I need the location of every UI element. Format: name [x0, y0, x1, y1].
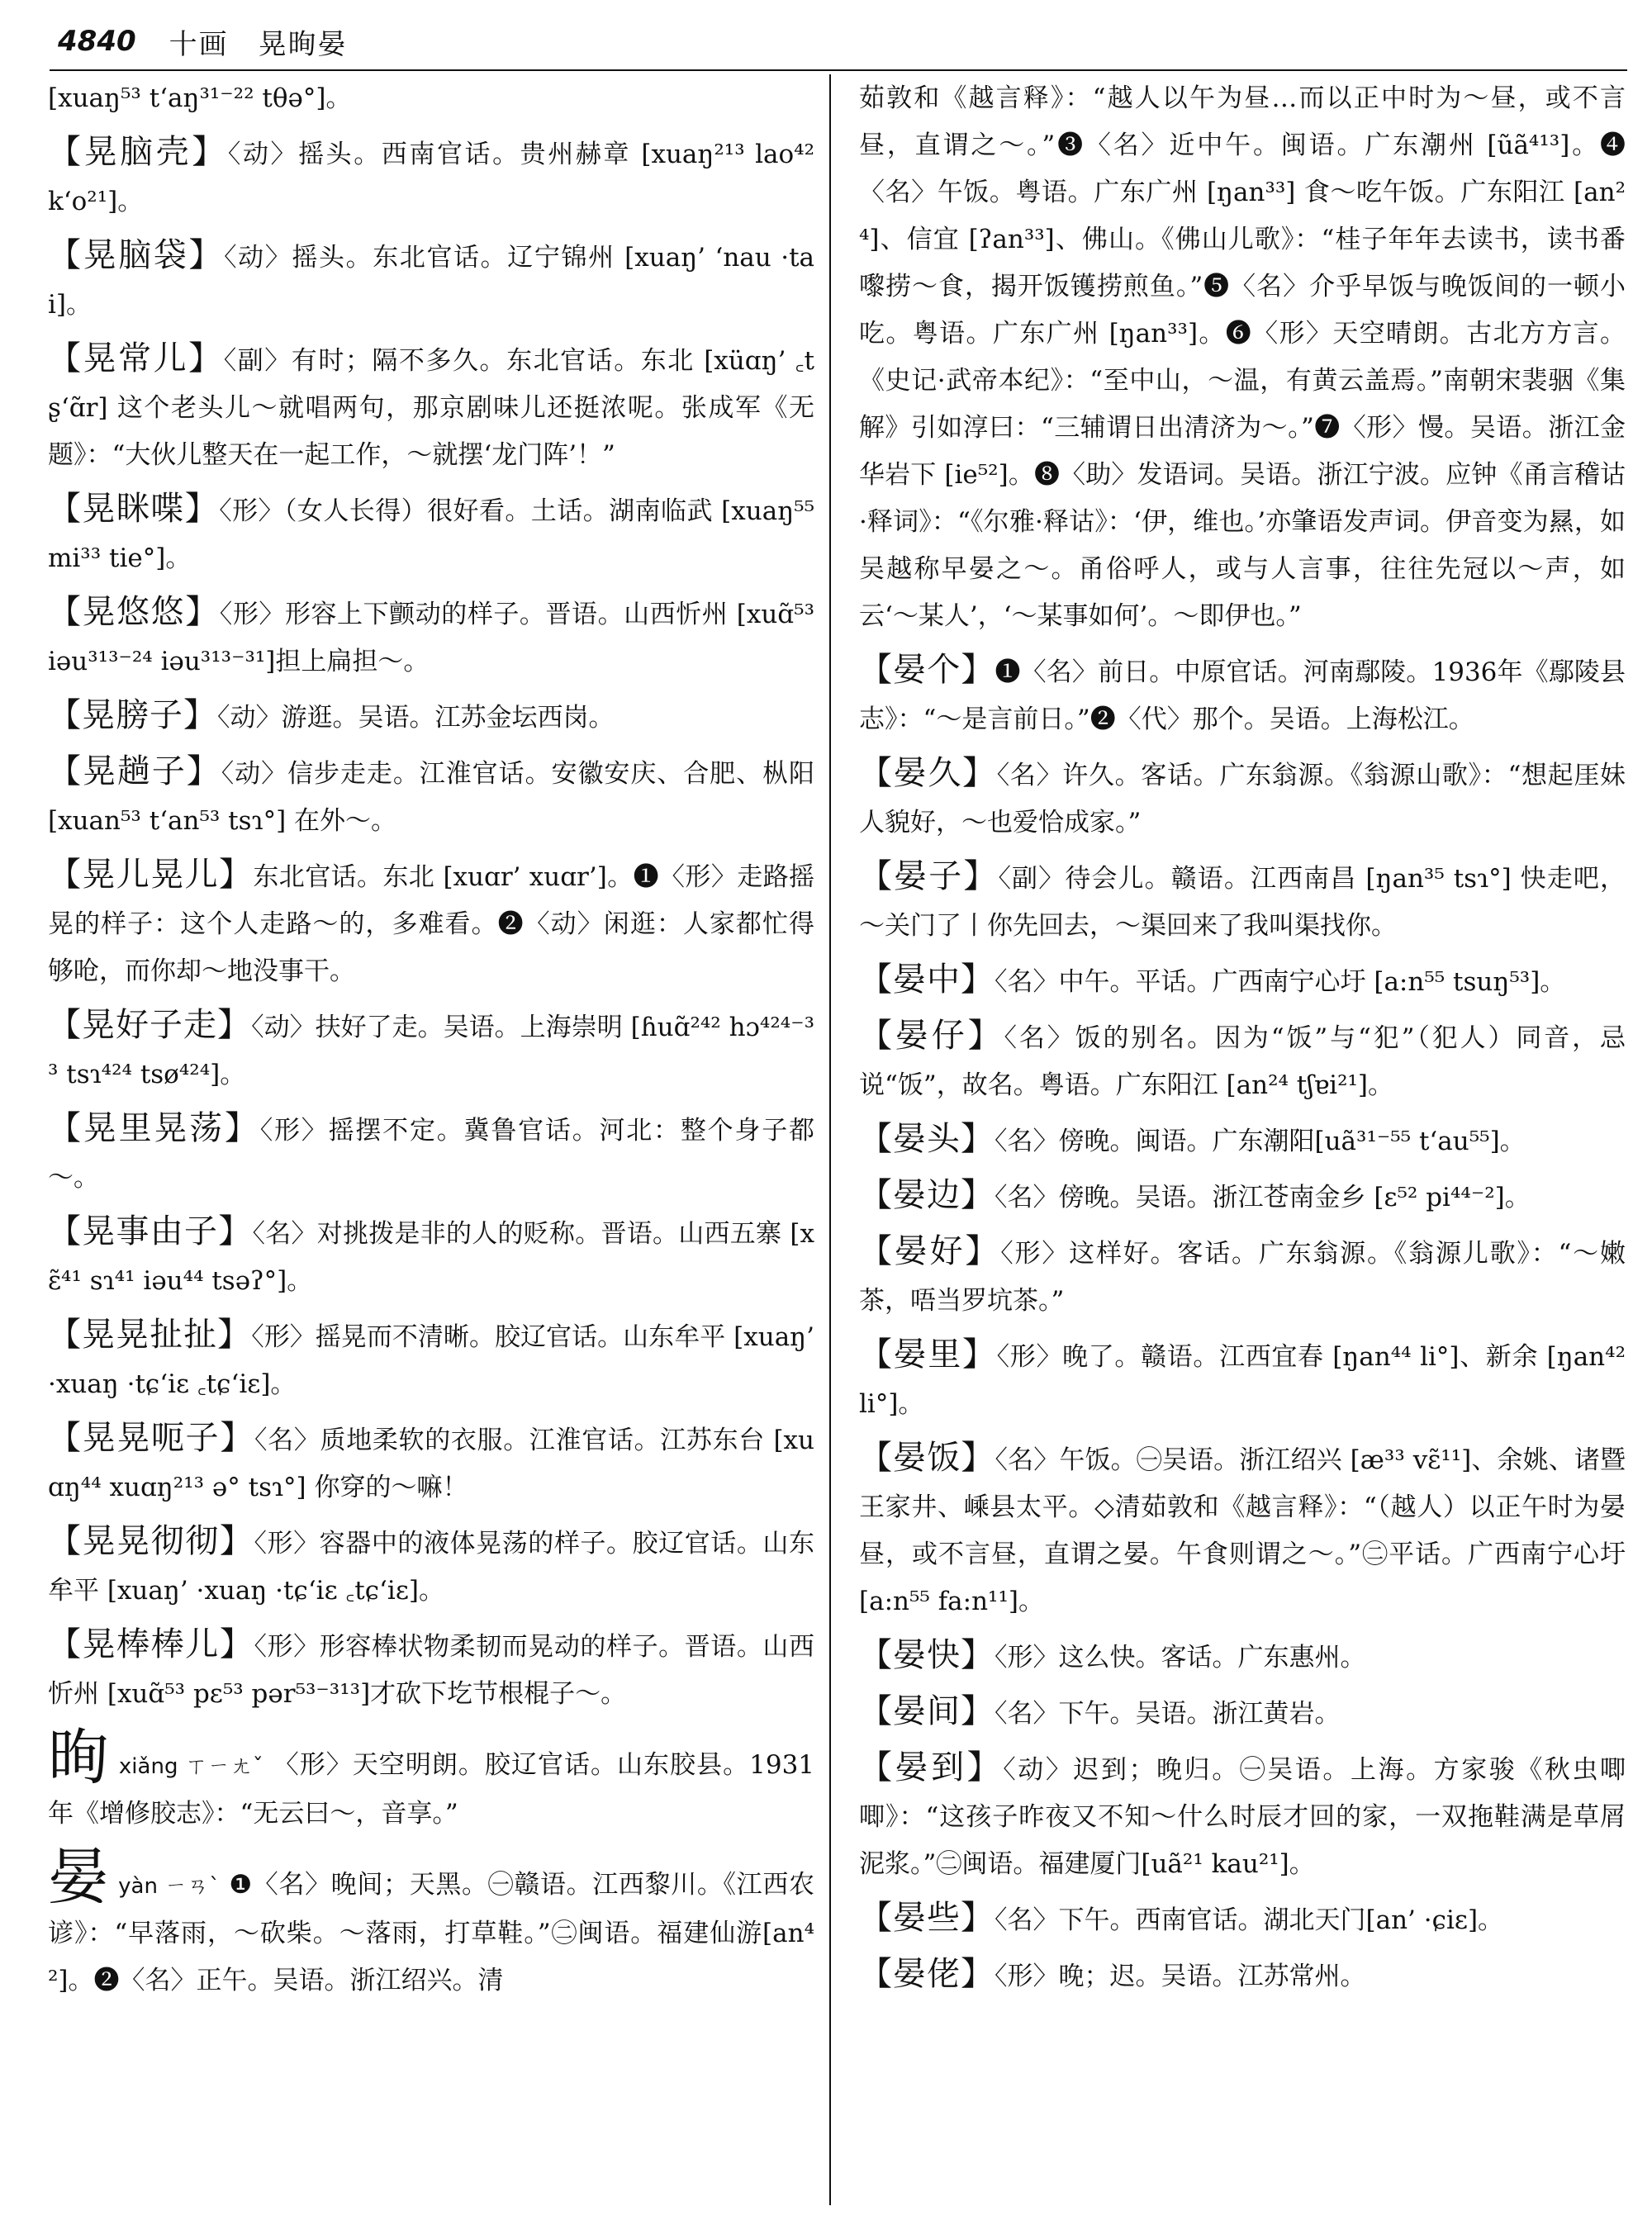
entry-text: 〈形〉形容上下颤动的样子。晋语。山西忻州 [xuɑ̃⁵³ iəu³¹³⁻²⁴ iəu³¹³⁻³¹]担上扁担～。 [48, 600, 815, 676]
head-character: 晏 [48, 1842, 110, 1913]
entry-headword: 【晃晃扯扯】 [48, 1316, 252, 1354]
entry [48, 129, 814, 225]
page-header [58, 18, 1627, 64]
entry-text: 〈名〉傍晚。吴语。浙江苍南金乡 [ɛ⁵² pi⁴⁴⁻²]。 [995, 1183, 1531, 1212]
entry-headword: 【晃眯喋】 [48, 490, 220, 528]
entry-headword: 【晏头】 [859, 1120, 995, 1158]
entry [859, 1172, 1626, 1222]
left-column [48, 73, 814, 2011]
entry-text: 〈动〉摇头。西南官话。贵州赫章 [xuaŋ²¹³ lao⁴² k‘o²¹]。 [48, 140, 814, 216]
entry-headword: 【晃晃彻彻】 [48, 1522, 254, 1560]
entry [859, 1116, 1626, 1165]
entry-text: 〈形〉天空明朗。胶辽官话。山东胶县。1931年《增修胶志》：“无云曰～，音享。” [48, 1750, 815, 1829]
entry [48, 692, 814, 742]
entry-text: 〈动〉扶好了走。吴语。上海崇明 [ɦuɑ̃²⁴² hɔ⁴²⁴⁻³³ tsɿ⁴²⁴ tsø⁴²⁴]。 [48, 1013, 814, 1089]
entry [48, 1415, 814, 1511]
entry-headword: 【晏久】 [859, 754, 997, 792]
entry [859, 647, 1626, 743]
entry-text: 〈形〉这么快。客话。广东惠州。 [995, 1643, 1366, 1672]
entry-text: 〈动〉游逛。吴语。江苏金坛西岗。 [217, 703, 615, 733]
entry-headword: 【晃趟子】 [48, 752, 221, 790]
entry [859, 956, 1626, 1006]
right-column [859, 73, 1626, 2007]
entry-headword: 【晏里】 [859, 1336, 997, 1374]
entry [48, 748, 814, 845]
entry [48, 1312, 814, 1408]
entry-text: 〈动〉信步走走。江淮官话。安徽安庆、合肥、枞阳[xuan⁵³ t‘an⁵³ tsɿ°] 在外～。 [48, 759, 815, 836]
entry-headword: 【晃脑袋】 [48, 236, 225, 274]
entry-text: 〈名〉饭的别名。因为“饭”与“犯”（犯人）同音，忌说“饭”，故名。粤语。广东阳江 [an²⁴ tʃɐi²¹]。 [859, 1023, 1626, 1100]
entry-text: 〈动〉摇头。东北官话。辽宁锦州 [xuaŋ’ ‘nau ·tai]。 [48, 243, 815, 320]
entry-text: 〈名〉对挑拨是非的人的贬称。晋语。山西五寨 [xɛ̃⁴¹ sɿ⁴¹ iəu⁴⁴ tsəʔ°]。 [48, 1219, 814, 1296]
entry-text: 〈名〉许久。客话。广东翁源。《翁源山歌》：“想起厓妹人貌好，～也爱恰成家。” [859, 761, 1626, 837]
entry-text: 〈名〉傍晚。闽语。广东潮阳[uã³¹⁻⁵⁵ t‘au⁵⁵]。 [995, 1127, 1526, 1156]
entry-text: 〈副〉待会儿。赣语。江西南昌 [ŋan³⁵ tsɿ°] 快走吧，～关门了丨你先回去，～渠回来了我叫渠找你。 [859, 864, 1626, 941]
entry [48, 486, 814, 582]
entry-text: [xuaŋ⁵³ t‘aŋ³¹⁻²² tθə°]。 [48, 83, 352, 113]
entry [859, 1951, 1626, 2000]
entry-text: ❶〈名〉晚间；天黑。㊀赣语。江西黎川。《江西农谚》：“早落雨，～砍柴。～落雨，打草鞋。”㊁闽语。福建仙游[an⁴²]。❷〈名〉正午。吴语。浙江绍兴。清 [48, 1870, 814, 1995]
entry [859, 853, 1626, 950]
entry-headword: 【晏些】 [859, 1899, 995, 1937]
entry [859, 1331, 1626, 1428]
entry-headword: 【晃悠悠】 [48, 593, 220, 631]
entry [859, 1688, 1626, 1738]
entry-text: 〈名〉质地柔软的衣服。江淮官话。江苏东台 [xuɑŋ⁴⁴ xuɑŋ²¹³ ə° tsɿ°] 你穿的～嘛！ [48, 1426, 814, 1502]
entry-headword: 【晏佬】 [859, 1955, 995, 1993]
entry-headword: 【晃脑壳】 [48, 133, 228, 171]
entry-headword: 【晃晃呃子】 [48, 1419, 255, 1457]
section-title: 十画 晃㫬晏 [169, 27, 348, 61]
entry-text: 〈形〉（女人长得）很好看。土话。湖南临武 [xuaŋ⁵⁵ mi³³ tie°]。 [48, 496, 815, 573]
entry [859, 750, 1626, 847]
entry [48, 1621, 814, 1718]
entry-text: ❶〈名〉前日。中原官话。河南鄢陵。1936年《鄢陵县志》：“～是言前日。”❷〈代〉那个。吴语。上海松江。 [859, 657, 1626, 734]
entry-headword: 【晏好】 [859, 1232, 1001, 1270]
entry-headword: 【晏快】 [859, 1636, 995, 1674]
column-divider [829, 74, 831, 2205]
entry-text: 〈名〉下午。西南官话。湖北天门[an’ ·ɕiɛ]。 [995, 1905, 1504, 1935]
entry-text: 〈形〉形容棒状物柔韧而晃动的样子。晋语。山西忻州 [xuɑ̃⁵³ pɛ⁵³ pər⁵³⁻³¹³]才砍下圪节根棍子～。 [48, 1632, 815, 1709]
pinyin: xiǎng ㄒㄧㄤˇ [118, 1754, 264, 1779]
entry-text: 〈形〉摇晃而不清晰。胶辽官话。山东牟平 [xuaŋ’ ·xuaŋ ·tɕ‘iɛ ꜀tɕ‘iɛ]。 [48, 1322, 814, 1399]
entry [48, 589, 814, 686]
entry [48, 335, 814, 479]
entry [859, 73, 1626, 640]
entry-headword: 【晃里晃荡】 [48, 1109, 260, 1147]
entry [48, 1105, 814, 1202]
entry [48, 73, 814, 122]
entry-headword: 【晃事由子】 [48, 1212, 253, 1250]
entry-headword: 【晏间】 [859, 1692, 995, 1730]
entry [48, 1002, 814, 1098]
entry-headword: 【晏边】 [859, 1176, 995, 1214]
entry-text: 〈形〉这样好。客话。广东翁源。《翁源儿歌》：“～嫩茶，唔当罗坑茶。” [859, 1239, 1626, 1316]
head-character: 㫬 [48, 1722, 111, 1793]
entry-headword: 【晏仔】 [859, 1017, 1004, 1055]
entry-headword: 【晃好子走】 [48, 1006, 252, 1044]
entry-headword: 【晃常儿】 [48, 339, 224, 377]
entry-headword: 【晃膀子】 [48, 696, 217, 734]
entry-text: 〈名〉下午。吴语。浙江黄岩。 [995, 1699, 1341, 1729]
entry-text: 〈形〉晚了。赣语。江西宜春 [ŋan⁴⁴ li°]、新余 [ŋan⁴² li°]。 [859, 1342, 1626, 1419]
entry-text: 〈名〉中午。平话。广西南宁心圩 [a:n⁵⁵ tsuŋ⁵³]。 [995, 967, 1566, 997]
entry [48, 852, 814, 995]
entry [48, 1208, 814, 1305]
entry [859, 1632, 1626, 1682]
character-entry-yan [48, 1844, 814, 2005]
entry-headword: 【晃棒棒儿】 [48, 1625, 254, 1663]
entry-text: 东北官话。东北 [xuɑr’ xuɑr’]。❶〈形〉走路摇晃的样子：这个人走路～的，多难看。❷〈动〉闲逛：人家都忙得够呛，而你却～地没事干。 [48, 862, 815, 986]
entry-headword: 【晏饭】 [859, 1439, 995, 1477]
character-entry-xiang [48, 1722, 815, 1838]
entry [859, 1744, 1626, 1888]
entry-headword: 【晏个】 [859, 651, 995, 689]
entry [859, 1895, 1626, 1944]
entry-headword: 【晏到】 [859, 1748, 1004, 1786]
entry-text: 〈动〉迟到；晚归。㊀吴语。上海。方家骏《秋虫唧唧》：“这孩子昨夜又不知～什么时辰才回的家，一双拖鞋满是草屑泥浆。”㊁闽语。福建厦门[uã²¹ kau²¹]。 [859, 1755, 1626, 1879]
entry-headword: 【晃儿晃儿】 [48, 856, 254, 894]
entry [859, 1013, 1626, 1109]
entry-text: 〈名〉午饭。㊀吴语。浙江绍兴 [æ³³ vɛ̃¹¹]、余姚、诸暨王家井、嵊县太平。◇清茹敦和《越言释》：“（越人）以正午时为晏昼，或不言昼，直谓之晏。午食则谓之～。”㊁平话。广西南宁心圩 [a:n⁵⁵ fa:n¹¹]。 [859, 1445, 1626, 1616]
entry-text: 〈副〉有时；隔不多久。东北官话。东北 [xüɑŋ’ ꜀tʂ‘ɑ̃r] 这个老头儿～就唱两句，那京剧味儿还挺浓呢。张成军《无题》：“大伙儿整天在一起工作，～就摆‘龙门阵’！” [48, 346, 814, 470]
entry-text: 〈形〉晚；迟。吴语。江苏常州。 [995, 1962, 1366, 1991]
entry-headword: 【晏子】 [859, 857, 999, 895]
entry-text: 〈形〉容器中的液体晃荡的样子。胶辽官话。山东牟平 [xuaŋ’ ·xuaŋ ·tɕ‘iɛ ꜀tɕ‘iɛ]。 [48, 1529, 815, 1606]
entry [48, 1518, 814, 1615]
entry-text: 茹敦和《越言释》：“越人以午为昼…而以正中时为～昼，或不言昼，直谓之～。”❸〈名〉近中午。闽语。广东潮州 [ũã⁴¹³]。❹〈名〉午饭。粤语。广东广州 [ŋan³³] 食～吃午饭。广东阳江 [an²⁴]、信宜 [ʔan³³]、佛山。《佛山儿歌》：“桂子年年去读书，读书番嚟捞～食，揭开饭镬捞煎鱼。”❺〈名〉介乎早饭与晚饭间的一顿小吃。粤语。广东广州 [ŋan³³]。❻〈形〉天空晴朗。古北方方言。《史记·武帝本纪》：“至中山，～温，有黄云盖焉。”南朝宋裴骃《集解》引如淳曰：“三辅谓日出清济为～。”❼〈形〉慢。吴语。浙江金华岩下 [ie⁵²]。❽〈助〉发语词。吴语。浙江宁波。应钟《甬言稽诂·释词》：“《尔雅·释诂》：‘伊，维也。’亦肇语发声词。伊音变为㬎，如吴越称早晏之～。甬俗呼人，或与人言事，往往先冠以～声，如云‘～某人’，‘～某事如何’。～即伊也。” [859, 83, 1626, 631]
entry-text: 〈形〉摇摆不定。冀鲁官话。河北：整个身子都～。 [48, 1116, 815, 1193]
entry [859, 1435, 1626, 1625]
pinyin: yàn ㄧㄢˋ [118, 1874, 221, 1899]
entry [48, 232, 814, 329]
page-number: 4840 [58, 25, 136, 58]
entry [859, 1228, 1626, 1325]
header-rule [50, 69, 1627, 71]
entry-headword: 【晏中】 [859, 961, 995, 999]
